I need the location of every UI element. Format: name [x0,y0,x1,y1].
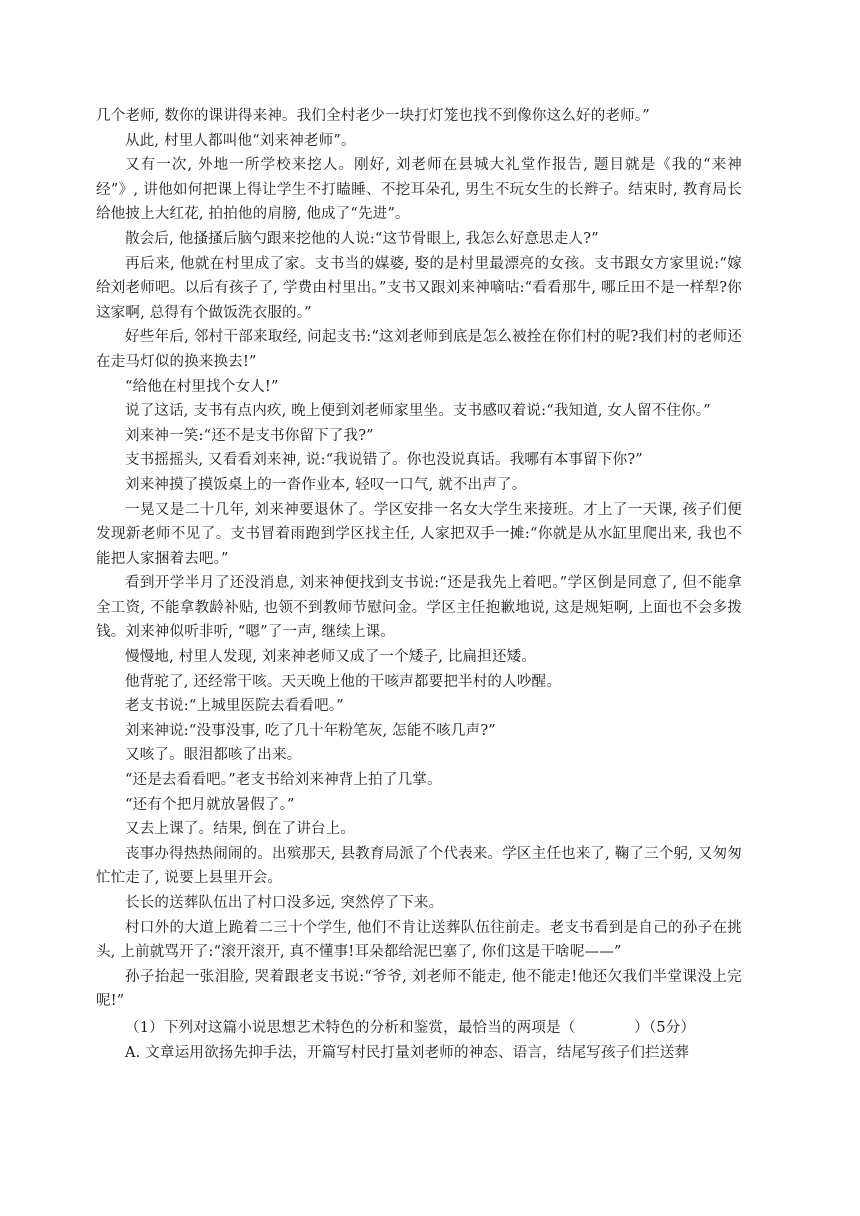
question-stem: （1）下列对这篇小说思想艺术特色的分析和鉴赏，最恰当的两项是（ ）（5分） [125,1019,696,1036]
paragraph: 村口外的大道上跪着二三十个学生, 他们不肯让送葬队伍往前走。老支书看到是自己的孙子在挑头, 上前就骂开了:“滚开滚开, 真不懂事!耳朵都给泥巴塞了, 你们这是干啥呢——” [96,919,742,961]
paragraph: “给他在村里找个女人!” [125,378,279,395]
paragraph: 一晃又是二十几年, 刘来神要退休了。学区安排一名女大学生来接班。才上了一天课, 孩子们便发现新老师不见了。支书冒着雨跑到学区找主任, 人家把双手一摊:“你就是从水缸里爬出来, 我也不能把人家捆着去吧。” [96,501,742,567]
paragraph: 他背驼了, 还经常干咳。天天晚上他的干咳声都要把半村的人吵醒。 [125,673,561,690]
paragraph: 丧事办得热热闹闹的。出殡那天, 县教育局派了个代表来。学区主任也来了, 鞠了三个躬, 又匆匆忙忙走了, 说要上县里开会。 [96,845,742,887]
paragraph: 长长的送葬队伍出了村口没多远, 突然停了下来。 [125,895,444,911]
paragraph: 好些年后, 邻村干部来取经, 问起支书:“这刘老师到底是怎么被拴在你们村的呢?我们村的老师还在走马灯似的换来换去!” [96,329,742,370]
paragraph: 几个老师, 数你的课讲得来神。我们全村老少一块打灯笼也找不到像你这么好的老师。” [96,108,650,124]
option-a: A. 文章运用欲扬先抑手法，开篇写村民打量刘老师的神态、语言，结尾写孩子们拦送葬 [125,1044,690,1061]
paragraph: 又有一次, 外地一所学校来挖人。刚好, 刘老师在县城大礼堂作报告, 题目就是《我的“来神经”》, 讲他如何把课上得让学生不打瞌睡、不挖耳朵孔, 男生不玩女生的长辫子。结束时, 教育局长给他披上大红花, 拍拍他的肩膀, 他成了“先进”。 [96,157,742,223]
paragraph: 慢慢地, 村里人发现, 刘来神老师又成了一个矮子, 比扁担还矮。 [125,649,537,666]
paragraph: 刘来神摸了摸饭桌上的一沓作业本, 轻叹一口气, 就不出声了。 [125,476,527,493]
paragraph: 老支书说:“上城里医院去看看吧。” [125,698,344,715]
paragraph: 散会后, 他搔搔后脑勺跟来挖他的人说:“这节骨眼上, 我怎么好意思走人?” [125,230,599,247]
paragraph: 又咳了。眼泪都咳了出来。 [125,747,302,764]
paragraph: 从此, 村里人都叫他“刘来神老师”。 [125,132,356,149]
paragraph: 孙子抬起一张泪脸, 哭着跟老支书说:“爷爷, 刘老师不能走, 他不能走!他还欠我们半堂课没上完呢!” [96,968,742,1010]
paragraph: 支书摇摇头, 又看看刘来神, 说:“我说错了。你也没说真话。我哪有本事留下你?” [125,452,643,469]
paragraph: 说了这话, 支书有点内疚, 晚上便到刘老师家里坐。支书感叹着说:“我知道, 女人留不住你。” [125,403,711,420]
paragraph: 刘来神说:“没事没事, 吃了几十年粉笔灰, 怎能不咳几声?” [125,722,496,739]
paragraph: 刘来神一笑:“还不是支书你留下了我?” [125,427,374,444]
paragraph: 再后来, 他就在村里成了家。支书当的媒婆, 娶的是村里最漂亮的女孩。支书跟女方家里说:“嫁给刘老师吧。以后有孩子了, 学费由村里出。”支书又跟刘来神嘀咕:“看看那牛, 哪丘田不是一样犁?你这家啊, 总得有个做饭洗衣服的。” [96,255,742,321]
paragraph: 看到开学半月了还没消息, 刘来神便找到支书说:“还是我先上着吧。”学区倒是同意了, 但不能拿全工资, 不能拿教龄补贴, 也领不到教师节慰问金。学区主任抱歉地说, 这是规矩啊, 上面也不会多拨钱。刘来神似听非听, “嗯”了一声, 继续上课。 [96,575,742,641]
paragraph: 又去上课了。结果, 倒在了讲台上。 [125,821,356,838]
paragraph: “还是去看看吧。”老支书给刘来神背上拍了几掌。 [125,772,442,789]
paragraph: “还有个把月就放暑假了。” [125,796,295,813]
article-body [96,104,742,1065]
